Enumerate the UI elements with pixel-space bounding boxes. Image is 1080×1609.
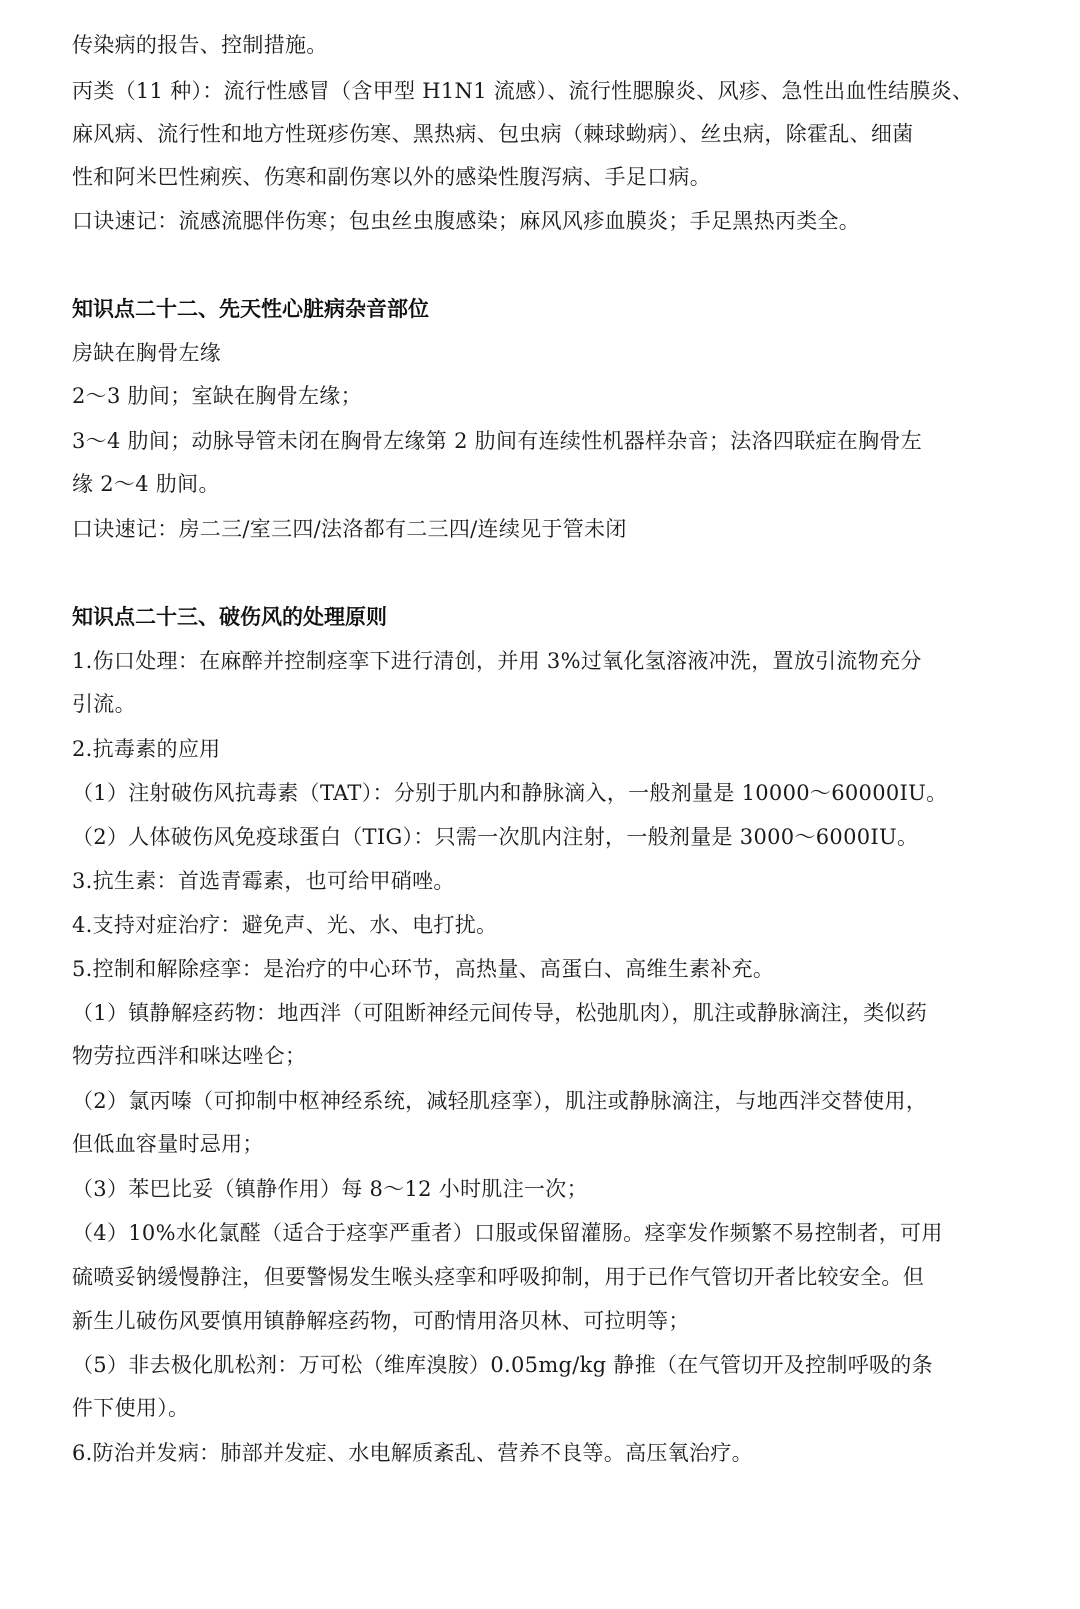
section-heading-23: 知识点二十三、破伤风的处理原则 — [72, 605, 387, 629]
text-line: （2）人体破伤风免疫球蛋白（TIG）：只需一次肌内注射，一般剂量是 3000～6000IU。 — [72, 825, 919, 849]
text-line: 缘 2～4 肋间。 — [72, 472, 220, 496]
text-line: 4.支持对症治疗：避免声、光、水、电打扰。 — [72, 913, 498, 937]
text-line: 3～4 肋间；动脉导管未闭在胸骨左缘第 2 肋间有连续性机器样杂音；法洛四联症在胸骨左 — [72, 429, 923, 453]
text-line: 5.控制和解除痉挛：是治疗的中心环节，高热量、高蛋白、高维生素补充。 — [72, 957, 775, 981]
text-line: （5）非去极化肌松剂：万可松（维库溴胺）0.05mg/kg 静推（在气管切开及控制呼吸的条 — [72, 1353, 933, 1377]
text-line: 3.抗生素：首选青霉素，也可给甲硝唑。 — [72, 869, 455, 893]
text-line: （1）镇静解痉药物：地西泮（可阻断神经元间传导，松弛肌肉），肌注或静脉滴注，类似药 — [72, 1001, 928, 1025]
text-line: 性和阿米巴性痢疾、伤寒和副伤寒以外的感染性腹泻病、手足口病。 — [72, 165, 711, 189]
text-line: 2～3 肋间；室缺在胸骨左缘； — [72, 384, 362, 408]
text-line: 但低血容量时忌用； — [72, 1132, 264, 1156]
text-line: 2.抗毒素的应用 — [72, 737, 221, 761]
text-line: 传染病的报告、控制措施。 — [72, 33, 328, 57]
text-line: 麻风病、流行性和地方性斑疹伤寒、黑热病、包虫病（棘球蚴病）、丝虫病，除霍乱、细菌 — [72, 122, 914, 146]
text-line: （4）10%水化氯醛（适合于痉挛严重者）口服或保留灌肠。痉挛发作频繁不易控制者，可用 — [72, 1221, 943, 1245]
text-line: 新生儿破伤风要慎用镇静解痉药物，可酌情用洛贝林、可拉明等； — [72, 1309, 690, 1333]
text-line: 口诀速记：房二三/室三四/法洛都有二三四/连续见于管未闭 — [72, 517, 627, 541]
text-line: 硫喷妥钠缓慢静注，但要警惕发生喉头痉挛和呼吸抑制，用于已作气管切开者比较安全。但 — [72, 1265, 924, 1289]
text-line: 物劳拉西泮和咪达唑仑； — [72, 1044, 307, 1068]
text-line: （3）苯巴比妥（镇静作用）每 8～12 小时肌注一次； — [72, 1177, 588, 1201]
text-line: （2）氯丙嗪（可抑制中枢神经系统，减轻肌痉挛），肌注或静脉滴注，与地西泮交替使用， — [72, 1089, 928, 1113]
text-line: （1）注射破伤风抗毒素（TAT）：分别于肌内和静脉滴入，一般剂量是 10000～60000IU。 — [72, 781, 948, 805]
text-line: 6.防治并发病：肺部并发症、水电解质紊乱、营养不良等。高压氧治疗。 — [72, 1441, 753, 1465]
text-line: 件下使用）。 — [72, 1396, 190, 1420]
text-line: 口诀速记：流感流腮伴伤寒；包虫丝虫腹感染；麻风风疹血膜炎；手足黑热丙类全。 — [72, 209, 861, 233]
text-line: 房缺在胸骨左缘 — [72, 341, 222, 365]
section-heading-22: 知识点二十二、先天性心脏病杂音部位 — [72, 297, 429, 321]
text-line: 引流。 — [72, 692, 136, 716]
text-line: 丙类（11 种）：流行性感冒（含甲型 H1N1 流感）、流行性腮腺炎、风疹、急性出血性结膜炎、 — [72, 79, 974, 103]
text-line: 1.伤口处理：在麻醉并控制痉挛下进行清创，并用 3%过氧化氢溶液冲洗，置放引流物充分 — [72, 649, 922, 673]
